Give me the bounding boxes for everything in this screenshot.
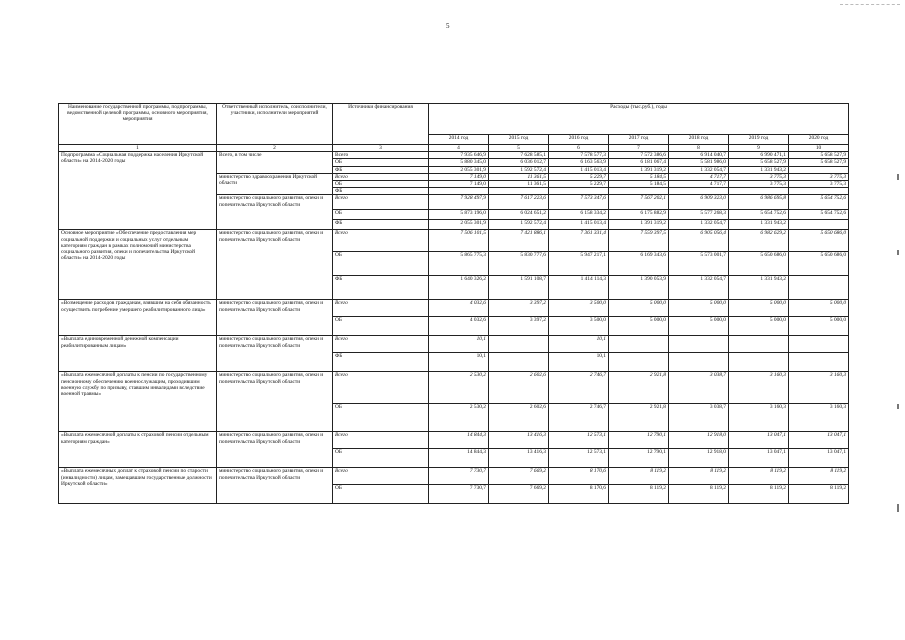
value-cell: 12 573,1	[549, 432, 609, 449]
value-cell: 7 578 577,3	[549, 152, 609, 159]
column-number: 5	[489, 145, 549, 152]
value-cell: 5 000,0	[729, 317, 789, 336]
executor-cell: министерство социального развития, опеки и попечительства Иркутской области	[217, 432, 333, 468]
value-cell: 12 790,1	[609, 432, 669, 449]
value-cell: 3 397,2	[489, 300, 549, 317]
value-cell	[609, 188, 669, 195]
funding-source-cell: Всего	[333, 152, 429, 159]
program-name-cell: «Возмещение расходов гражданам, взявшим на себя обязанность осуществить погребение умершего реабилитированного лица»	[59, 300, 217, 336]
value-cell: 12 918,0	[669, 449, 729, 468]
value-cell: 7 730,7	[429, 468, 489, 485]
value-cell: 2 055 301,9	[429, 220, 489, 230]
value-cell: 7 617 223,6	[489, 195, 549, 210]
header-year: 2016 год	[549, 135, 609, 145]
value-cell: 7 573 347,6	[549, 195, 609, 210]
header-name: Наименование государственной программы, подпрограммы, ведомственной целевой программы, основного мероприятия, мероприятия	[59, 104, 217, 145]
value-cell	[489, 336, 549, 353]
value-cell: 3 160,3	[729, 404, 789, 432]
value-cell: 1 415 013,4	[549, 166, 609, 173]
value-cell: 7 730,7	[429, 485, 489, 504]
value-cell: 5 581 986,0	[669, 159, 729, 166]
value-cell: 3 775,3	[729, 173, 789, 180]
scan-edge-mark	[897, 174, 899, 180]
value-cell: 1 391 319,2	[609, 220, 669, 230]
program-name-cell: «Выплата единовременной денежной компенсации реабилитированным лицам»	[59, 336, 217, 372]
executor-cell: министерство социального развития, опеки и попечительства Иркутской области	[217, 372, 333, 432]
value-cell: 12 918,0	[669, 432, 729, 449]
value-cell: 7 669,2	[489, 485, 549, 504]
value-cell: 1 332 054,7	[669, 220, 729, 230]
value-cell: 2 602,6	[489, 372, 549, 404]
column-number: 3	[333, 145, 429, 152]
value-cell: 11 361,5	[489, 173, 549, 180]
value-cell	[789, 336, 849, 353]
header-year: 2015 год	[489, 135, 549, 145]
column-number: 10	[789, 145, 849, 152]
value-cell	[489, 353, 549, 372]
value-cell: 4 032,6	[429, 300, 489, 317]
value-cell: 6 036 012,7	[489, 159, 549, 166]
value-cell	[729, 188, 789, 195]
value-cell: 3 397,2	[489, 317, 549, 336]
value-cell: 1 390 053,9	[609, 276, 669, 300]
value-cell: 5 000,0	[669, 300, 729, 317]
value-cell: 5 229,7	[549, 181, 609, 188]
value-cell	[669, 336, 729, 353]
funding-source-cell: ФБ	[333, 166, 429, 173]
value-cell: 10,1	[429, 336, 489, 353]
value-cell: 6 175 882,9	[609, 210, 669, 220]
column-number: 7	[609, 145, 669, 152]
value-cell	[729, 336, 789, 353]
value-cell: 3 160,3	[729, 372, 789, 404]
value-cell	[789, 166, 849, 173]
expenses-table	[58, 103, 849, 504]
funding-source-cell: ОБ	[333, 210, 429, 220]
value-cell: 10,1	[549, 353, 609, 372]
value-cell	[669, 353, 729, 372]
table-row	[59, 372, 849, 404]
value-cell: 1 591 108,7	[489, 276, 549, 300]
funding-source-cell: ФБ	[333, 220, 429, 230]
value-cell: 6 905 056,4	[669, 230, 729, 252]
value-cell: 6 990 471,1	[729, 152, 789, 159]
funding-source-cell: Всего	[333, 230, 429, 252]
value-cell: 7 559 397,5	[609, 230, 669, 252]
value-cell: 6 163 563,9	[549, 159, 609, 166]
value-cell: 6 169 343,6	[609, 252, 669, 276]
value-cell: 8 119,2	[609, 468, 669, 485]
value-cell: 7 506 101,5	[429, 230, 489, 252]
value-cell: 8 170,6	[549, 468, 609, 485]
value-cell: 5 658 527,9	[789, 152, 849, 159]
value-cell: 13 416,3	[489, 449, 549, 468]
funding-source-cell: ОБ	[333, 317, 429, 336]
table-row	[59, 336, 849, 353]
value-cell: 13 047,1	[729, 449, 789, 468]
value-cell: 1 592 572,4	[489, 220, 549, 230]
value-cell	[489, 188, 549, 195]
value-cell: 5 873 196,0	[429, 210, 489, 220]
value-cell: 1 592 572,4	[489, 166, 549, 173]
value-cell: 5 880 345,0	[429, 159, 489, 166]
value-cell	[609, 336, 669, 353]
value-cell: 7 572 386,6	[609, 152, 669, 159]
value-cell: 2 746,7	[549, 372, 609, 404]
executor-cell: министерство социального развития, опеки и попечительства Иркутской области	[217, 300, 333, 336]
column-number: 6	[549, 145, 609, 152]
executor-cell: министерство социального развития, опеки и попечительства Иркутской области	[217, 336, 333, 372]
value-cell: 2 530,2	[429, 372, 489, 404]
funding-source-cell: Всего	[333, 432, 429, 449]
value-cell	[549, 188, 609, 195]
value-cell: 2 921,8	[609, 372, 669, 404]
value-cell: 3 775,3	[789, 181, 849, 188]
value-cell: 6 986 695,8	[729, 195, 789, 210]
value-cell: 5 865 775,3	[429, 252, 489, 276]
value-cell: 5 184,5	[609, 181, 669, 188]
value-cell: 6 181 067,4	[609, 159, 669, 166]
table-header	[59, 104, 849, 152]
value-cell	[609, 353, 669, 372]
header-expenses: Расходы (тыс.руб.), годы	[429, 104, 849, 135]
value-cell: 5 654 752,6	[789, 210, 849, 220]
value-cell: 5 000,0	[669, 317, 729, 336]
funding-source-cell: ФБ	[333, 353, 429, 372]
value-cell: 6 909 323,0	[669, 195, 729, 210]
table-row	[59, 468, 849, 485]
value-cell: 7 628 585,1	[489, 152, 549, 159]
value-cell: 13 416,3	[489, 432, 549, 449]
table-row	[59, 300, 849, 317]
value-cell: 13 047,1	[729, 432, 789, 449]
funding-source-cell: ОБ	[333, 181, 429, 188]
value-cell: 5 573 001,7	[669, 252, 729, 276]
value-cell: 13 047,1	[789, 432, 849, 449]
value-cell: 5 000,0	[609, 300, 669, 317]
program-name-cell: «Выплата ежемесячных доплат к страховой пенсии по старости (инвалидности) лицам, замещавшим государственные должности Иркутской области»	[59, 468, 217, 504]
value-cell: 5 650 686,0	[729, 252, 789, 276]
value-cell: 7 669,2	[489, 468, 549, 485]
value-cell: 7 935 646,9	[429, 152, 489, 159]
value-cell	[789, 353, 849, 372]
header-executor: Ответственный исполнитель, соисполнители, участники, исполнители мероприятий	[217, 104, 333, 145]
page-edge-line	[840, 4, 900, 5]
funding-source-cell: ОБ	[333, 252, 429, 276]
value-cell: 3 038,7	[669, 404, 729, 432]
program-name-cell: «Выплата ежемесячной доплаты к страховой пенсии отдельным категориям граждан»	[59, 432, 217, 468]
value-cell: 8 119,2	[669, 468, 729, 485]
header-year: 2014 год	[429, 135, 489, 145]
value-cell: 7 149,0	[429, 181, 489, 188]
value-cell	[729, 353, 789, 372]
value-cell: 8 119,2	[729, 468, 789, 485]
table-row	[59, 152, 849, 159]
value-cell: 7 149,0	[429, 173, 489, 180]
header-year: 2017 год	[609, 135, 669, 145]
value-cell: 2 530,2	[429, 404, 489, 432]
value-cell: 8 119,2	[669, 485, 729, 504]
value-cell: 5 229,7	[549, 173, 609, 180]
page-number: 5	[446, 22, 450, 30]
value-cell: 2 921,8	[609, 404, 669, 432]
value-cell: 8 119,2	[789, 485, 849, 504]
value-cell: 5 000,0	[789, 300, 849, 317]
scan-edge-mark	[897, 250, 899, 255]
value-cell: 6 158 334,2	[549, 210, 609, 220]
funding-source-cell: ФБ	[333, 188, 429, 195]
value-cell: 5 000,0	[789, 317, 849, 336]
value-cell: 2 055 301,9	[429, 166, 489, 173]
funding-source-cell: ОБ	[333, 159, 429, 166]
value-cell: 1 415 013,4	[549, 220, 609, 230]
value-cell: 3 500,0	[549, 317, 609, 336]
value-cell: 8 119,2	[609, 485, 669, 504]
header-source: Источники финансирования	[333, 104, 429, 145]
value-cell: 5 654 752,6	[729, 210, 789, 220]
value-cell: 1 414 114,3	[549, 276, 609, 300]
value-cell: 13 047,1	[789, 449, 849, 468]
value-cell: 1 331 943,2	[729, 166, 789, 173]
scan-edge-mark	[897, 504, 899, 512]
value-cell: 1 332 054,7	[669, 166, 729, 173]
value-cell: 14 844,3	[429, 449, 489, 468]
header-year: 2018 год	[669, 135, 729, 145]
funding-source-cell: Всего	[333, 468, 429, 485]
value-cell: 11 361,5	[489, 181, 549, 188]
value-cell: 8 119,2	[729, 485, 789, 504]
value-cell: 5 654 752,6	[789, 195, 849, 210]
value-cell: 5 000,0	[729, 300, 789, 317]
column-number: 4	[429, 145, 489, 152]
value-cell: 10,1	[429, 353, 489, 372]
table-row	[59, 230, 849, 252]
value-cell: 5 947 217,1	[549, 252, 609, 276]
value-cell: 7 421 886,1	[489, 230, 549, 252]
column-number: 9	[729, 145, 789, 152]
value-cell: 3 775,3	[789, 173, 849, 180]
table-body	[59, 152, 849, 504]
column-number: 1	[59, 145, 217, 152]
value-cell: 6 024 651,2	[489, 210, 549, 220]
funding-source-cell: ОБ	[333, 485, 429, 504]
value-cell: 2 602,6	[489, 404, 549, 432]
value-cell: 8 170,6	[549, 485, 609, 504]
program-name-cell: Подпрограмма «Социальная поддержка населения Иркутской области» на 2014-2020 годы	[59, 152, 217, 230]
value-cell: 5 658 527,9	[789, 159, 849, 166]
executor-cell: министерство социального развития, опеки и попечительства Иркутской области	[217, 195, 333, 230]
value-cell: 12 573,1	[549, 449, 609, 468]
value-cell: 10,1	[549, 336, 609, 353]
value-cell: 1 331 943,2	[729, 220, 789, 230]
funding-source-cell: Всего	[333, 195, 429, 210]
value-cell: 7 928 497,9	[429, 195, 489, 210]
funding-source-cell: Всего	[333, 336, 429, 353]
value-cell: 3 160,3	[789, 404, 849, 432]
value-cell	[669, 188, 729, 195]
value-cell: 12 790,1	[609, 449, 669, 468]
header-year: 2020 год	[789, 135, 849, 145]
value-cell: 2 746,7	[549, 404, 609, 432]
value-cell: 3 038,7	[669, 372, 729, 404]
program-name-cell: Основное мероприятие «Обеспечение предоставления мер социальной поддержки и социальных услуг отдельным категориям граждан в рамках полномочий министерства социального развития, опеки и попечительства Иркутской области» на 2014-2020 годы	[59, 230, 217, 300]
value-cell: 6 914 040,7	[669, 152, 729, 159]
value-cell: 3 160,3	[789, 372, 849, 404]
value-cell	[789, 220, 849, 230]
executor-cell: министерство социального развития, опеки и попечительства Иркутской области	[217, 230, 333, 300]
column-number: 2	[217, 145, 333, 152]
column-number: 8	[669, 145, 729, 152]
program-name-cell: «Выплата ежемесячной доплаты к пенсии по государственному пенсионному обеспечению военнослужащим, проходившим военную службу по призыву, ставшим инвалидами вследствие военной травмы»	[59, 372, 217, 432]
value-cell: 7 567 202,1	[609, 195, 669, 210]
value-cell: 8 119,2	[789, 468, 849, 485]
value-cell: 14 844,3	[429, 432, 489, 449]
value-cell: 5 184,5	[609, 173, 669, 180]
value-cell: 1 332 054,7	[669, 276, 729, 300]
value-cell: 1 391 319,2	[609, 166, 669, 173]
value-cell: 4 717,7	[669, 181, 729, 188]
value-cell: 4 717,7	[669, 173, 729, 180]
value-cell: 5 577 268,3	[669, 210, 729, 220]
value-cell	[429, 188, 489, 195]
scan-edge-mark	[897, 404, 899, 409]
value-cell: 5 000,0	[609, 317, 669, 336]
funding-source-cell: ФБ	[333, 276, 429, 300]
value-cell: 6 982 629,2	[729, 230, 789, 252]
value-cell: 5 650 686,0	[789, 230, 849, 252]
value-cell	[789, 276, 849, 300]
value-cell: 3 775,3	[729, 181, 789, 188]
funding-source-cell: Всего	[333, 300, 429, 317]
funding-source-cell: Всего	[333, 173, 429, 180]
value-cell: 4 032,6	[429, 317, 489, 336]
value-cell: 1 331 943,2	[729, 276, 789, 300]
value-cell: 7 361 331,4	[549, 230, 609, 252]
executor-cell: министерство социального развития, опеки и попечительства Иркутской области	[217, 468, 333, 504]
value-cell: 3 500,0	[549, 300, 609, 317]
funding-source-cell: ОБ	[333, 449, 429, 468]
value-cell: 5 658 527,9	[729, 159, 789, 166]
value-cell: 1 640 326,2	[429, 276, 489, 300]
value-cell: 5 650 686,0	[789, 252, 849, 276]
value-cell: 5 830 777,6	[489, 252, 549, 276]
executor-cell: Всего, в том числе	[217, 152, 333, 174]
header-year: 2019 год	[729, 135, 789, 145]
value-cell	[789, 188, 849, 195]
funding-source-cell: ОБ	[333, 404, 429, 432]
table-row	[59, 432, 849, 449]
executor-cell: министерство здравоохранения Иркутской области	[217, 173, 333, 195]
funding-source-cell: Всего	[333, 372, 429, 404]
